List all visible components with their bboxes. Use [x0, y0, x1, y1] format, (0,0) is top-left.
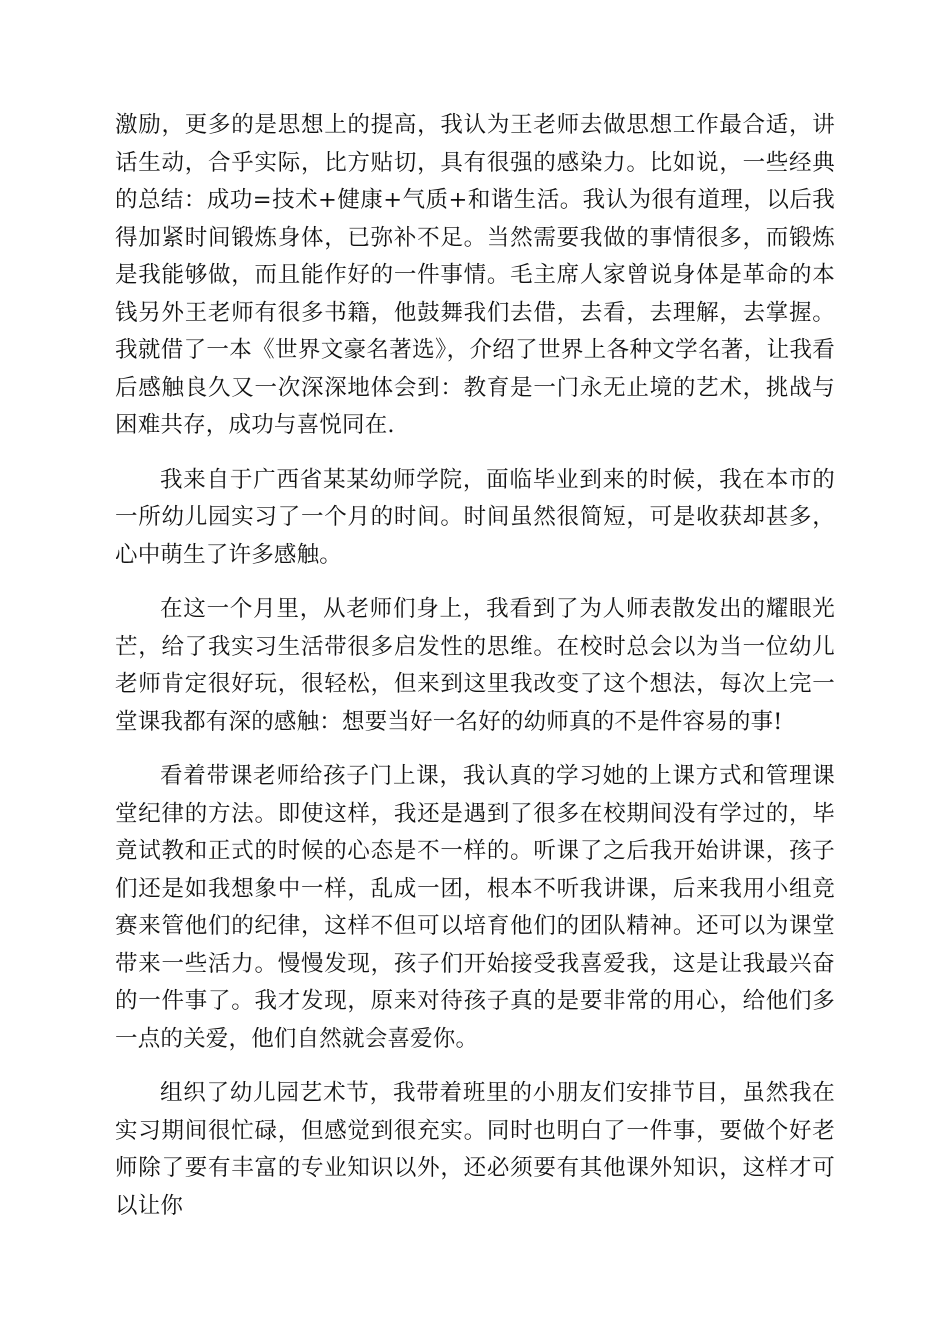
paragraph-2: 我来自于广西省某某幼师学院，面临毕业到来的时候，我在本市的一所幼儿园实习了一个月的时间。时间虽然很简短，可是收获却甚多，心中萌生了许多感触。 — [115, 466, 835, 568]
paragraph-5: 组织了幼儿园艺术节，我带着班里的小朋友们安排节目，虽然我在实习期间很忙碌，但感觉到很充实。同时也明白了一件事，要做个好老师除了要有丰富的专业知识以外，还必须要有其他课外知识，这样才可以让你 — [115, 1080, 835, 1219]
document-page — [115, 107, 835, 1242]
paragraph-3: 在这一个月里，从老师们身上，我看到了为人师表散发出的耀眼光芒，给了我实习生活带很多启发性的思维。在校时总会以为当一位幼儿老师肯定很好玩，很轻松，但来到这里我改变了这个想法，每次上完一堂课我都有深的感触：想要当好一名好的幼师真的不是件容易的事! — [115, 596, 835, 735]
paragraph-1: 激励，更多的是思想上的提高，我认为王老师去做思想工作最合适，讲话生动，合乎实际，比方贴切，具有很强的感染力。比如说，一些经典的总结：成功=技术+健康+气质+和谐生活。我认为很有道理，以后我得加紧时间锻炼身体，已弥补不足。当然需要我做的事情很多，而锻炼是我能够做，而且能作好的一件事情。毛主席人家曾说身体是革命的本钱另外王老师有很多书籍，他鼓舞我们去借，去看，去理解，去掌握。我就借了一本《世界文豪名著选》，介绍了世界上各种文学名著，让我看后感触良久又一次深深地体会到：教育是一门永无止境的艺术，挑战与困难共存，成功与喜悦同在. — [115, 112, 835, 438]
paragraph-4: 看着带课老师给孩子门上课，我认真的学习她的上课方式和管理课堂纪律的方法。即使这样，我还是遇到了很多在校期间没有学过的，毕竟试教和正式的时候的心态是不一样的。听课了之后我开始讲课，孩子们还是如我想象中一样，乱成一团，根本不听我讲课，后来我用小组竞赛来管他们的纪律，这样不但可以培育他们的团队精神。还可以为课堂带来一些活力。慢慢发现，孩子们开始接受我喜爱我，这是让我最兴奋的一件事了。我才发现，原来对待孩子真的是要非常的用心，给他们多一点的关爱，他们自然就会喜爱你。 — [115, 763, 835, 1052]
